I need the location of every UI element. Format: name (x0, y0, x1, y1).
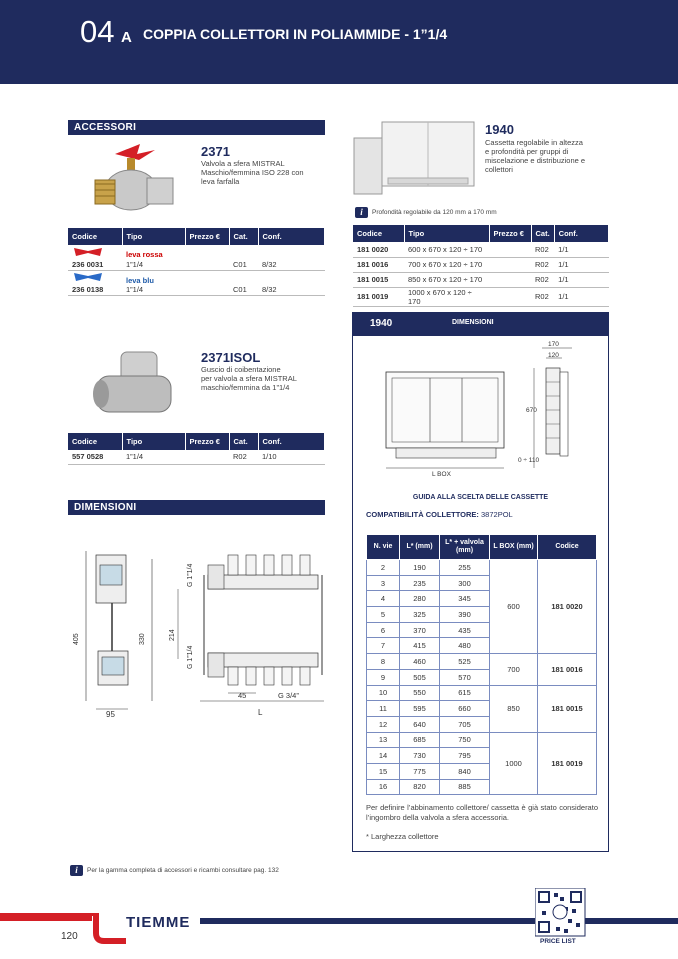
dim-95: 95 (106, 710, 115, 719)
dim-330: 330 (139, 633, 146, 645)
dim-lbox: L BOX (432, 471, 451, 478)
footer-info: i Per la gamma completa di accessori e ricambi consultare pag. 132 (70, 865, 279, 876)
table-row: 181 0016 700 x 670 x 120 ÷ 170 R02 1/1 (353, 257, 609, 272)
page-number: 120 (61, 931, 78, 942)
table-2371isol: Codice Tipo Prezzo € Cat. Conf. 557 0528 1”1/4 R02 1/10 (68, 433, 325, 465)
section-dimensioni: DIMENSIONI (68, 500, 325, 515)
table-row: 181 0020 600 x 670 x 120 ÷ 170 R02 1/1 (353, 242, 609, 257)
blue-lever-label: leva blu (126, 275, 154, 285)
table-1940: Codice Tipo Prezzo € Cat. Conf. 181 0020 600 x 670 x 120 ÷ 170 R02 1/1 181 0016 700 x 670 x 120 ÷ 170 R02 1/1 181 0015 850 x 670 x 120 ÷ 170 R02 1/1 181 0019 1000 x 670 x 120 ÷ 170 R02 1/1 (353, 225, 609, 307)
qr-label: PRICE LIST (540, 938, 576, 945)
panel-note: Per definire l’abbinamento collettore/ cassetta è già stato considerato l’ingombro della valvola a sfera accessoria. (366, 803, 598, 822)
table-row: 14 730 795 (367, 748, 597, 764)
table-row: 12 640 705 (367, 716, 597, 732)
insulation-shell-image (85, 348, 185, 420)
table-row: 4 280 345 (367, 591, 597, 607)
manifold-dimension-drawing (68, 535, 330, 720)
table-row: 557 0528 1”1/4 R02 1/10 (68, 450, 325, 464)
ball-valve-image (85, 140, 185, 226)
dim-405: 405 (73, 633, 80, 645)
table-row: 15 775 840 (367, 763, 597, 779)
table-row: 7 415 480 (367, 638, 597, 654)
dim-0-110: 0 ÷ 110 (518, 457, 540, 464)
red-lever-label: leva rossa (126, 250, 163, 259)
table-row: 2 190 255 600 181 0020 (367, 560, 597, 576)
page-header (0, 0, 678, 84)
product-code-2371isol: 2371ISOL (201, 350, 261, 365)
dim-g34: G 3/4” (278, 691, 299, 700)
dim-g-bottom: G 1”1/4 (187, 645, 194, 669)
chapter-letter: A (121, 29, 132, 46)
dim-L: L (258, 708, 263, 717)
dim-120: 120 (548, 352, 559, 359)
table-row: 11 595 660 (367, 701, 597, 717)
dim-214: 214 (169, 629, 176, 641)
table-row: 3 235 300 (367, 575, 597, 591)
product-code-2371: 2371 (201, 144, 230, 159)
brand-logo: TIEMME (126, 914, 191, 931)
dim-670: 670 (526, 407, 537, 414)
product-code-1940: 1940 (485, 122, 514, 137)
product-desc-2371: Valvola a sfera MISTRAL Maschio/femmina ISO 228 con leva farfalla (201, 159, 304, 186)
table-row: 236 0138 1”1/4 C01 8/32 (68, 285, 325, 296)
table-row: 16 820 885 (367, 779, 597, 795)
table-2371: Codice Tipo Prezzo € Cat. Conf. leva rossa 236 0031 1”1/4 C01 8/32 leva blu 236 0138 1”1/4 C01 8/32 (68, 228, 325, 296)
product-desc-1940: Cassetta regolabile in altezza e profondità per gruppi di miscelazione e distribuzione e collettori (485, 138, 586, 174)
table-row: 10 550 615 850 181 0015 (367, 685, 597, 701)
panel-footnote: * Larghezza collettore (366, 832, 439, 841)
info-icon: i (70, 865, 83, 876)
chapter-number: 04 (80, 14, 115, 49)
box-dimension-drawing (356, 338, 606, 483)
footer-swoosh (86, 913, 126, 945)
dimension-panel-header: 1940 DIMENSIONI (352, 312, 609, 336)
table-row: 8 460 525 700 181 0016 (367, 654, 597, 670)
dim-45: 45 (238, 691, 247, 700)
table-row: 181 0019 1000 x 670 x 120 ÷ 170 R02 1/1 (353, 287, 609, 306)
section-accessori: ACCESSORI (68, 120, 325, 135)
dim-g-top: G 1”1/4 (187, 563, 194, 587)
guide-table: N. vie L* (mm) L* + valvola (mm) L BOX (mm) Codice 2 190 255 600 181 0020 3 235 300 4 280 345 5 325 390 6 370 435 7 415 480 8 460 525 700 181 0016 9 505 570 10 550 615 850 181 0015 11 595 660 12 640 705 13 685 750 1000 181 0019 14 730 795 15 775 840 16 820 885 (366, 534, 597, 795)
guide-title: GUIDA ALLA SCELTA DELLE CASSETTE (412, 494, 549, 501)
table-row: 236 0031 1”1/4 C01 8/32 (68, 259, 325, 270)
depth-note: i Profondità regolabile da 120 mm a 170 mm (355, 207, 497, 218)
table-row: 13 685 750 1000 181 0019 (367, 732, 597, 748)
compat-line: COMPATIBILITÀ COLLETTORE: 3872POL (366, 510, 513, 519)
table-row: 6 370 435 (367, 622, 597, 638)
table-row: 9 505 570 (367, 669, 597, 685)
blue-lever-icon (72, 271, 106, 282)
product-desc-2371isol: Guscio di coibentazione per valvola a sfera MISTRAL maschio/femmina da 1”1/4 (201, 365, 297, 392)
page-title: COPPIA COLLETTORI IN POLIAMMIDE - 1”1/4 (143, 26, 448, 42)
box-1940-image (352, 120, 476, 200)
info-icon: i (355, 207, 368, 218)
dim-170: 170 (548, 341, 559, 348)
footer-red-bar (0, 913, 92, 921)
qr-code-icon[interactable] (535, 888, 589, 938)
table-row: 181 0015 850 x 670 x 120 ÷ 170 R02 1/1 (353, 272, 609, 287)
footer-blue-bar (200, 918, 678, 924)
red-lever-icon (72, 246, 106, 257)
table-row: 5 325 390 (367, 607, 597, 623)
